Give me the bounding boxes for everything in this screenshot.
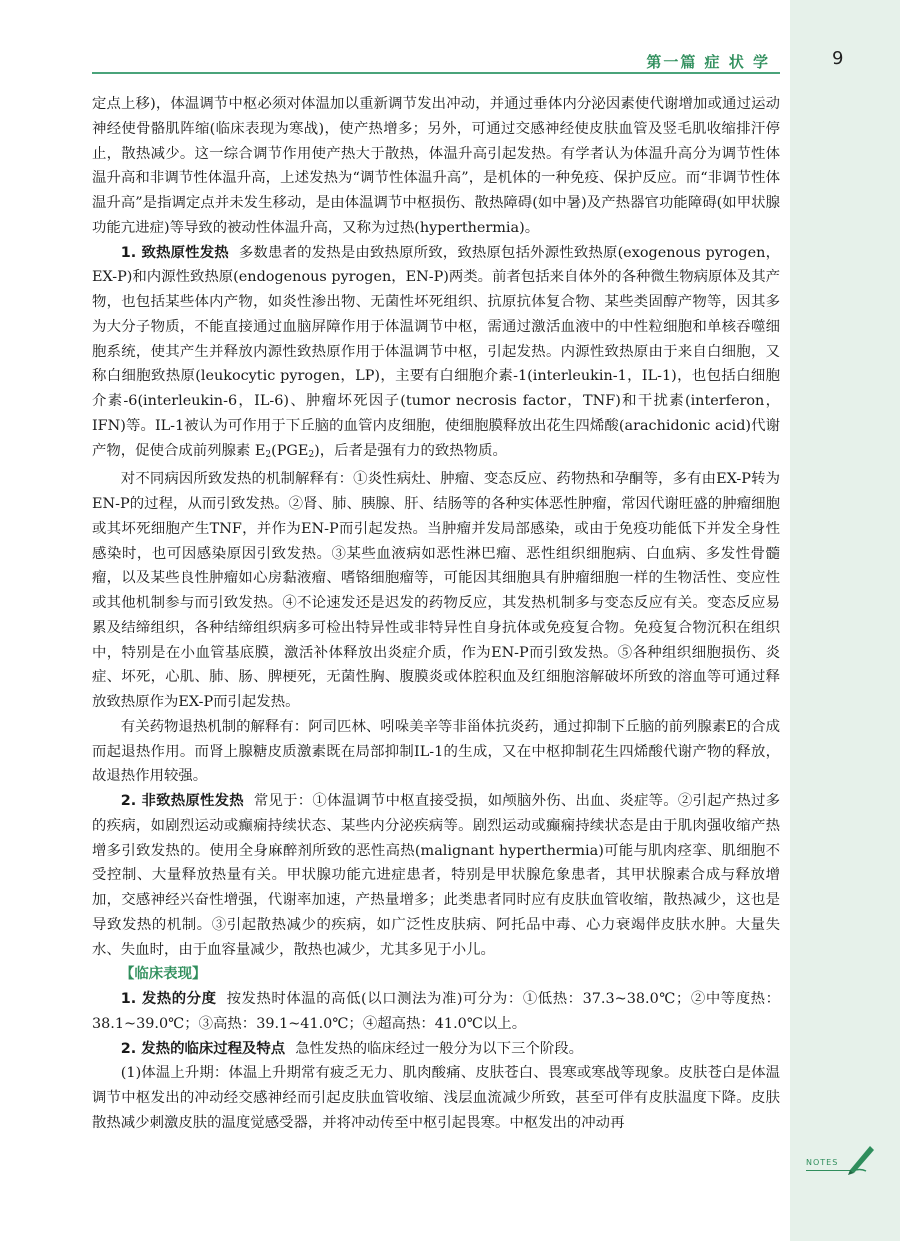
chapter-title: 第一篇 症 状 学: [646, 53, 770, 71]
paragraph-text: 按发热时体温的高低(以口测法为准)可分为：①低热：37.3~38.0℃；②中等度热：38.1~39.0℃；③高热：39.1~41.0℃；④超高热：41.0℃以上。: [92, 991, 780, 1032]
subscript: 2: [265, 449, 272, 460]
heading-fever-grade: 1. 发热的分度: [120, 991, 217, 1007]
header-rule: [92, 72, 780, 74]
paragraph-text: 有关药物退热机制的解释有：阿司匹林、吲哚美辛等非甾体抗炎药，通过抑制下丘脑的前列腺素E的合成而起退热作用。而肾上腺糖皮质激素既在局部抑制IL-1的生成，又在中枢抑制花生四烯酸代谢产物的释放，故退热作用较强。: [92, 718, 780, 785]
side-margin-strip: [790, 0, 900, 1241]
page-number: 9: [832, 48, 844, 69]
heading-fever-course: 2. 发热的临床过程及特点: [120, 1040, 286, 1057]
page-header: [92, 48, 780, 74]
paragraph-7: [92, 1037, 780, 1062]
paragraph-text: 多数患者的发热是由致热原所致，致热原包括外源性致热原(exogenous pyrogen，EX-P)和内源性致热原(endogenous pyrogen，EN-P)两类。前者包括来自体外的各种微生物病原体及其产物，也包括某些体内产物，如炎性渗出物、无菌性坏死组织、抗原抗体复合物、某些类固醇产物等，因其多为大分子物质，不能直接通过血脑屏障作用于体温调节中枢，需通过激活血液中的中性粒细胞和单核吞噬细胞系统，使其产生并释放内源性致热原作用于体温调节中枢，引起发热。内源性致热原由于来自白细胞，又称白细胞致热原(leukocytic pyrogen，LP)，主要有白细胞介素-1(interleukin-1，IL-1)，也包括白细胞介素-6(interleukin-6，IL-6)、肿瘤坏死因子(tumor necrosis factor，TNF)和干扰素(interferon，IFN)等。IL-1被认为可作用于下丘脑的血管内皮细胞，使细胞膜释放出花生四烯酸(arachidonic acid)代谢产物，促使合成前列腺素 E: [92, 244, 780, 459]
paragraph-8: [92, 1061, 780, 1135]
body-text: [92, 92, 780, 1136]
paragraph-text-end: )，后者是强有力的致热物质。: [314, 442, 507, 459]
notes-label: NOTES: [806, 1158, 839, 1167]
notes-mark: [806, 1140, 884, 1190]
paragraph-2: [92, 241, 780, 468]
pen-icon: [844, 1140, 880, 1176]
paragraph-1: [92, 92, 780, 241]
paragraph-text: 定点上移)，体温调节中枢必须对体温加以重新调节发出冲动，并通过垂体内分泌因素使代谢增加或通过运动神经使骨骼肌阵缩(临床表现为寒战)，使产热增多；另外，可通过交感神经使皮肤血管及竖毛肌收缩排汗停止，散热减少。这一综合调节作用使产热大于散热，体温升高引起发热。有学者认为体温升高分为调节性体温升高和非调节性体温升高，上述发热为“调节性体温升高”，是机体的一种免疫、保护反应。而“非调节性体温升高”是指调定点并未发生移动，是由体温调节中枢损伤、散热障碍(如中暑)及产热器官功能障碍(如甲状腺功能亢进症)等导致的被动性体温升高，又称为过热(hyperthermia)。: [92, 96, 780, 236]
paragraph-6: [92, 987, 780, 1037]
subscript: 2: [308, 449, 315, 460]
paragraph-3: [92, 467, 780, 715]
paragraph-text-cont: (PGE: [271, 442, 309, 459]
paragraph-text: (1)体温上升期：体温上升期常有疲乏无力、肌肉酸痛、皮肤苍白、畏寒或寒战等现象。皮肤苍白是体温调节中枢发出的冲动经交感神经而引起皮肤血管收缩、浅层血流减少所致，甚至可伴有皮肤温度下降。皮肤散热减少刺激皮肤的温度觉感受器，并将冲动传至中枢引起畏寒。中枢发出的冲动再: [92, 1065, 780, 1131]
paragraph-4: [92, 715, 780, 789]
heading-non-pyrogenic-fever: 2. 非致热原性发热: [120, 793, 244, 809]
paragraph-text: 对不同病因所致发热的机制解释有：①炎性病灶、肿瘤、变态反应、药物热和孕酮等，多有由EX-P转为EN-P的过程，从而引致发热。②肾、肺、胰腺、肝、结肠等的各种实体恶性肿瘤，常因代谢旺盛的肿瘤细胞或其坏死细胞产生TNF，并作为EN-P而引起发热。当肿瘤并发局部感染，或由于免疫功能低下并发全身性感染时，也可因感染原因引致发热。③某些血液病如恶性淋巴瘤、恶性组织细胞病、白血病、多发性骨髓瘤，以及某些良性肿瘤如心房黏液瘤、嗜铬细胞瘤等，可能因其细胞具有肿瘤细胞一样的生物活性、变应性或其他机制参与而引致发热。④不论速发还是迟发的药物反应，其发热机制多与变态反应有关。变态反应易累及结缔组织，各种结缔组织病多可检出特异性或非特异性自身抗体或免疫复合物。免疫复合物沉积在组织中，特别是在小血管基底膜，激活补体释放出炎症介质，作为EN-P而引致发热。⑤各种组织细胞损伤、炎症、坏死，心肌、肺、肠、脾梗死，无菌性胸、腹膜炎或体腔积血及红细胞溶解破坏所致的溶血等可通过释放致热原作为EX-P而引起发热。: [92, 471, 780, 710]
heading-pyrogenic-fever: 1. 致热原性发热: [120, 244, 229, 261]
paragraph-5: [92, 789, 780, 962]
section-tag-row: [92, 962, 780, 987]
paragraph-text: 急性发热的临床经过一般分为以下三个阶段。: [295, 1040, 584, 1057]
section-tag-clinical: 【临床表现】: [120, 966, 207, 983]
paragraph-text: 常见于：①体温调节中枢直接受损，如颅脑外伤、出血、炎症等。②引起产热过多的疾病，如剧烈运动或癫痫持续状态、某些内分泌疾病等。剧烈运动或癫痫持续状态是由于肌肉强收缩产热增多引致发热的。使用全身麻醉剂所致的恶性高热(malignant hyperthermia)可能与肌肉痉挛、肌细胞不受控制、大量释放热量有关。甲状腺功能亢进症患者，特别是甲状腺危象患者，其甲状腺素合成与释放增加，交感神经兴奋性增强，代谢率加速，产热量增多；此类患者同时应有皮肤血管收缩，散热减少，这也是导致发热的机制。③引起散热减少的疾病，如广泛性皮肤病、阿托品中毒、心力衰竭伴皮肤水肿。大量失水、失血时，由于血容量减少，散热也减少，尤其多见于小儿。: [92, 793, 780, 958]
